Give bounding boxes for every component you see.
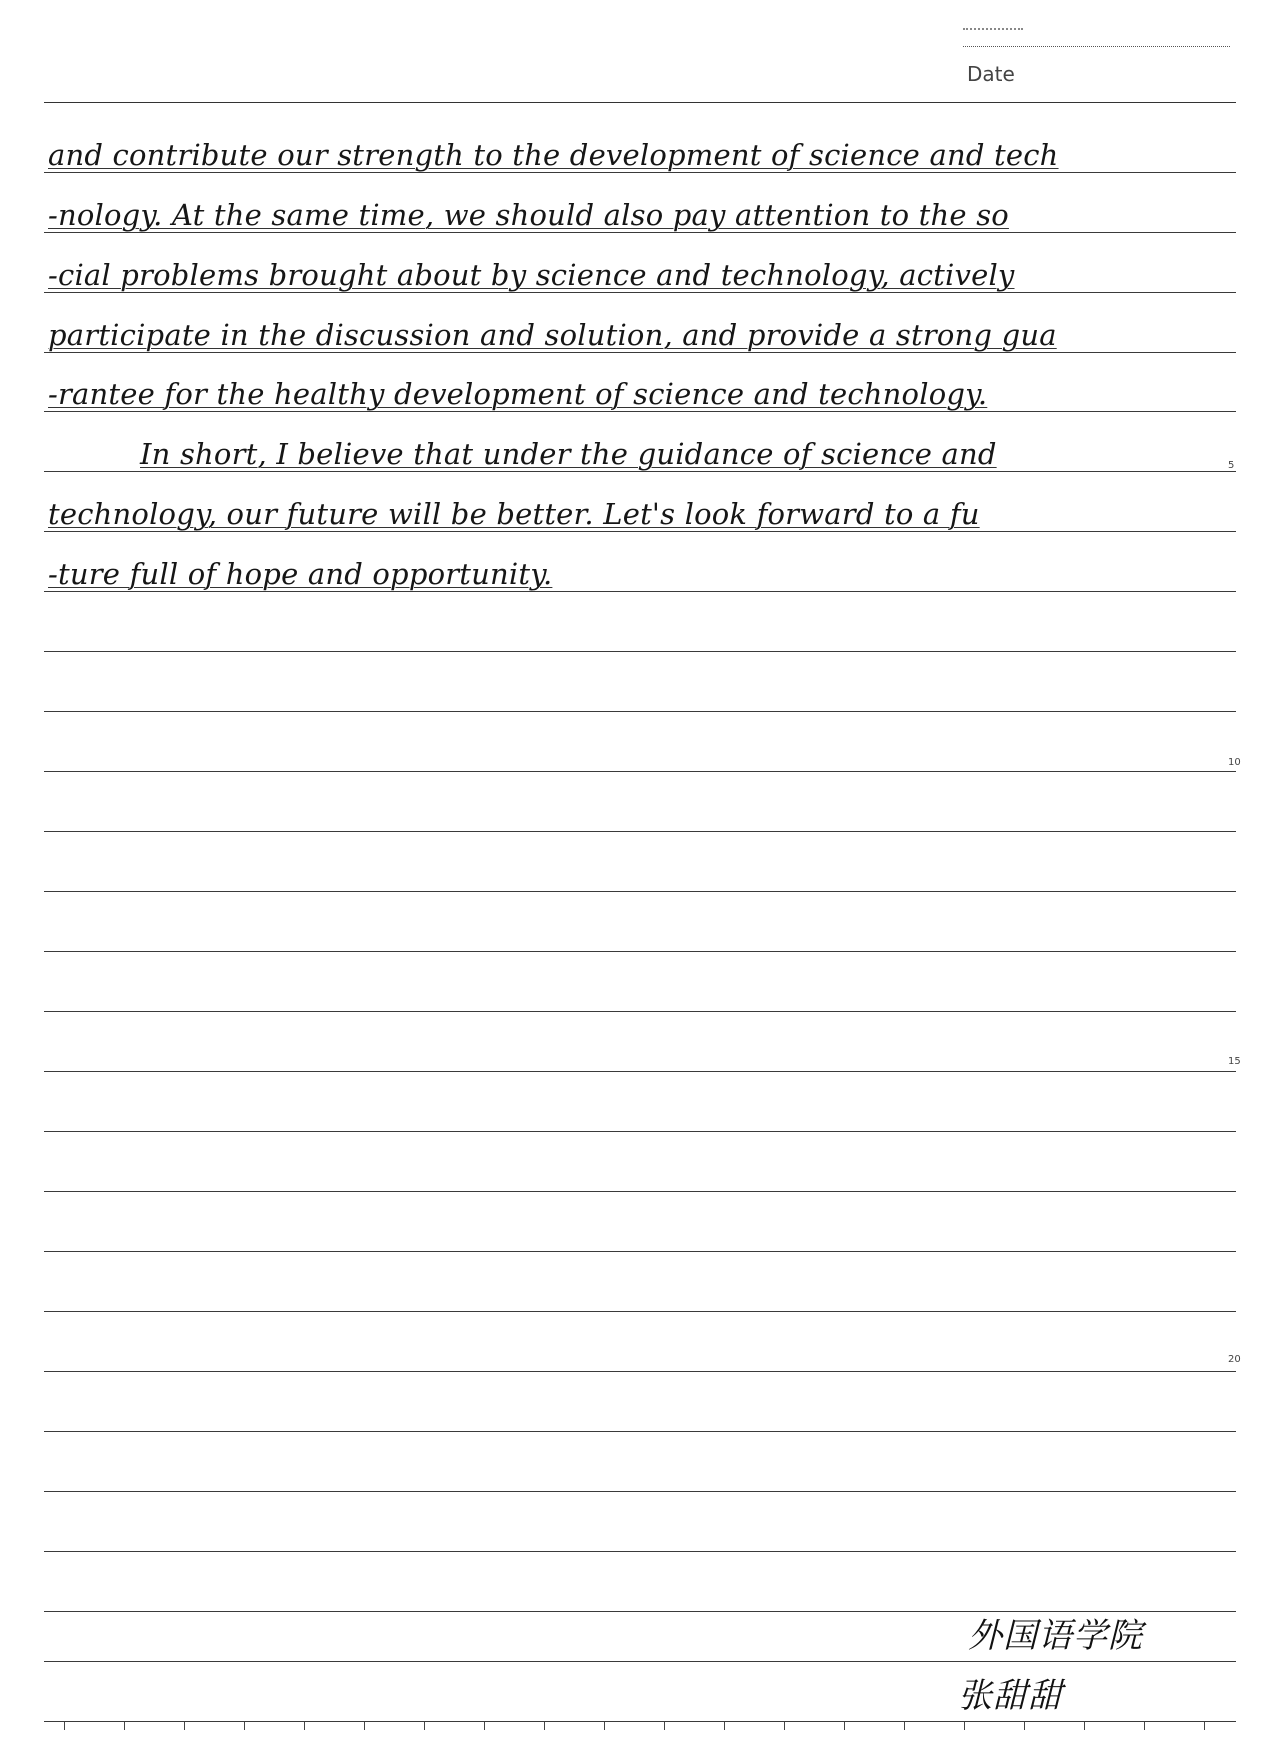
signature-school: 外国语学院 — [968, 1616, 1143, 1656]
ruled-line — [44, 1191, 1236, 1192]
line-number-10: 10 — [1228, 757, 1241, 768]
ruled-line — [44, 891, 1236, 892]
ruled-line — [44, 1491, 1236, 1492]
line-number-5: 5 — [1228, 460, 1235, 471]
essay-line-5: -rantee for the healthy development of science and technology. — [48, 377, 988, 411]
essay-line-2: -nology. At the same time, we should also pay attention to the so — [48, 198, 1009, 232]
bottom-tick — [784, 1722, 785, 1730]
ruled-line — [44, 651, 1236, 652]
ruled-line — [44, 711, 1236, 712]
ruled-line — [44, 1071, 1236, 1072]
bottom-tick — [424, 1722, 425, 1730]
essay-line-7: technology, our future will be better. Let's look forward to a fu — [48, 497, 980, 531]
bottom-tick — [364, 1722, 365, 1730]
line-number-15: 15 — [1228, 1056, 1241, 1067]
bottom-tick — [1024, 1722, 1025, 1730]
bottom-tick — [484, 1722, 485, 1730]
ruled-line — [44, 1131, 1236, 1132]
bottom-tick — [304, 1722, 305, 1730]
ruled-line — [44, 1661, 1236, 1662]
bottom-tick — [964, 1722, 965, 1730]
essay-line-3: -cial problems brought about by science and technology, actively — [48, 258, 1015, 292]
bottom-tick — [244, 1722, 245, 1730]
ruled-line — [44, 831, 1236, 832]
bottom-tick — [184, 1722, 185, 1730]
essay-line-8: -ture full of hope and opportunity. — [48, 557, 553, 591]
ruled-line — [44, 1431, 1236, 1432]
bottom-tick — [664, 1722, 665, 1730]
date-label: Date — [967, 62, 1015, 86]
signature-name: 张甜甜 — [958, 1676, 1063, 1716]
bottom-tick — [844, 1722, 845, 1730]
bottom-tick — [64, 1722, 65, 1730]
ruled-line — [44, 771, 1236, 772]
bottom-tick — [1204, 1722, 1205, 1730]
ruled-line — [44, 1371, 1236, 1372]
essay-line-1: and contribute our strength to the development of science and tech — [48, 138, 1059, 172]
essay-line-4: participate in the discussion and solution, and provide a strong gua — [48, 318, 1057, 352]
bottom-tick — [124, 1722, 125, 1730]
bottom-tick — [1084, 1722, 1085, 1730]
bottom-tick — [904, 1722, 905, 1730]
ruled-line — [44, 1011, 1236, 1012]
no-field-line — [963, 46, 1230, 47]
bottom-tick — [1144, 1722, 1145, 1730]
ruled-line — [44, 1551, 1236, 1552]
header-rule — [44, 102, 1236, 103]
bottom-tick — [604, 1722, 605, 1730]
bottom-tick — [544, 1722, 545, 1730]
ruled-line — [44, 1251, 1236, 1252]
ruled-line — [44, 951, 1236, 952]
ruled-line — [44, 1721, 1236, 1722]
essay-line-6: In short, I believe that under the guidance of science and — [140, 437, 997, 471]
bottom-tick — [724, 1722, 725, 1730]
no-field-stub — [963, 14, 1023, 30]
line-number-20: 20 — [1228, 1354, 1241, 1365]
ruled-line — [44, 1311, 1236, 1312]
